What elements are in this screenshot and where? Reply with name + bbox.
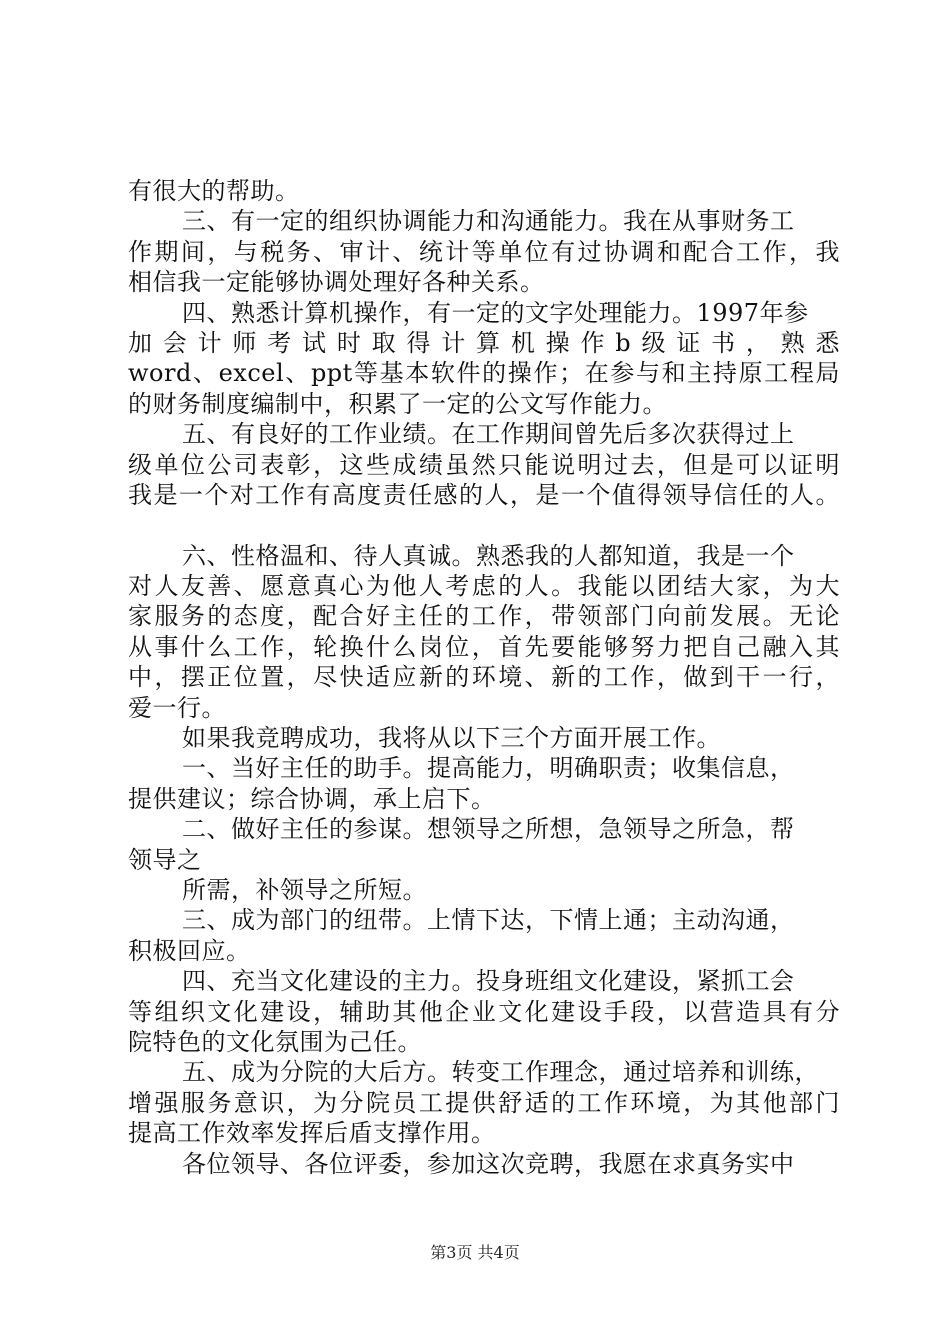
page-footer: 第3页 共4页 — [430, 1243, 520, 1262]
text-line: 加会计师考试时取得计算机操作b级证书，熟悉 — [128, 328, 840, 357]
text-line: 有很大的帮助。 — [128, 177, 300, 205]
text-line: 五、成为分院的大后方。转变工作理念，通过培养和训练， — [182, 1058, 819, 1087]
text-line: 一、当好主任的助手。提高能力，明确职责；收集信息， — [182, 754, 795, 783]
text-line: 对人友善、愿意真心为他人考虑的人。我能以团结大家，为大 — [128, 572, 840, 601]
text-line: 如果我竞聘成功，我将从以下三个方面开展工作。 — [182, 724, 721, 753]
text-line: 院特色的文化氛围为己任。 — [128, 1027, 422, 1056]
text-line: 爱一行。 — [128, 693, 226, 722]
text-line: 家服务的态度，配合好主任的工作，带领部门向前发展。无论 — [128, 602, 840, 631]
text-line: 积极回应。 — [128, 936, 251, 965]
text-line: 领导之 — [128, 845, 202, 874]
text-line: 提高工作效率发挥后盾支撑作用。 — [128, 1119, 496, 1148]
text-line: 我是一个对工作有高度责任感的人，是一个值得领导信任的人。 — [128, 480, 840, 509]
text-line: 从事什么工作，轮换什么岗位，首先要能够努力把自己融入其 — [128, 632, 840, 661]
text-line: 五、有良好的工作业绩。在工作期间曾先后多次获得过上 — [182, 420, 795, 449]
text-line: 等组织文化建设，辅助其他企业文化建设手段，以营造具有分 — [128, 997, 840, 1026]
text-line: 二、做好主任的参谋。想领导之所想，急领导之所急，帮 — [182, 815, 795, 844]
text-line: 四、熟悉计算机操作，有一定的文字处理能力。1997年参 — [182, 298, 809, 327]
paragraph-gap — [128, 510, 840, 540]
text-line: 三、有一定的组织协调能力和沟通能力。我在从事财务工 — [182, 207, 795, 236]
text-line: 级单位公司表彰，这些成绩虽然只能说明过去，但是可以证明 — [128, 450, 840, 479]
text-line: 三、成为部门的纽带。上情下达，下情上通；主动沟通， — [182, 906, 795, 935]
text-line: word、excel、ppt等基本软件的操作；在参与和主持原工程局 — [128, 359, 840, 388]
text-line: 的财务制度编制中，积累了一定的公文写作能力。 — [128, 389, 667, 418]
text-line: 六、性格温和、待人真诚。熟悉我的人都知道，我是一个 — [182, 541, 795, 570]
text-line: 所需，补领导之所短。 — [182, 875, 427, 904]
text-line: 各位领导、各位评委，参加这次竞聘，我愿在求真务实中 — [182, 1149, 795, 1178]
text-line: 相信我一定能够协调处理好各种关系。 — [128, 268, 545, 297]
text-line: 中，摆正位置，尽快适应新的环境、新的工作，做到干一行， — [128, 663, 840, 692]
document-body — [128, 176, 840, 1179]
text-line: 提供建议；综合协调，承上启下。 — [128, 784, 496, 813]
text-line: 增强服务意识，为分院员工提供舒适的工作环境，为其他部门 — [128, 1088, 840, 1117]
text-line: 作期间，与税务、审计、统计等单位有过协调和配合工作，我 — [128, 237, 840, 266]
text-line: 四、充当文化建设的主力。投身班组文化建设，紧抓工会 — [182, 967, 795, 996]
